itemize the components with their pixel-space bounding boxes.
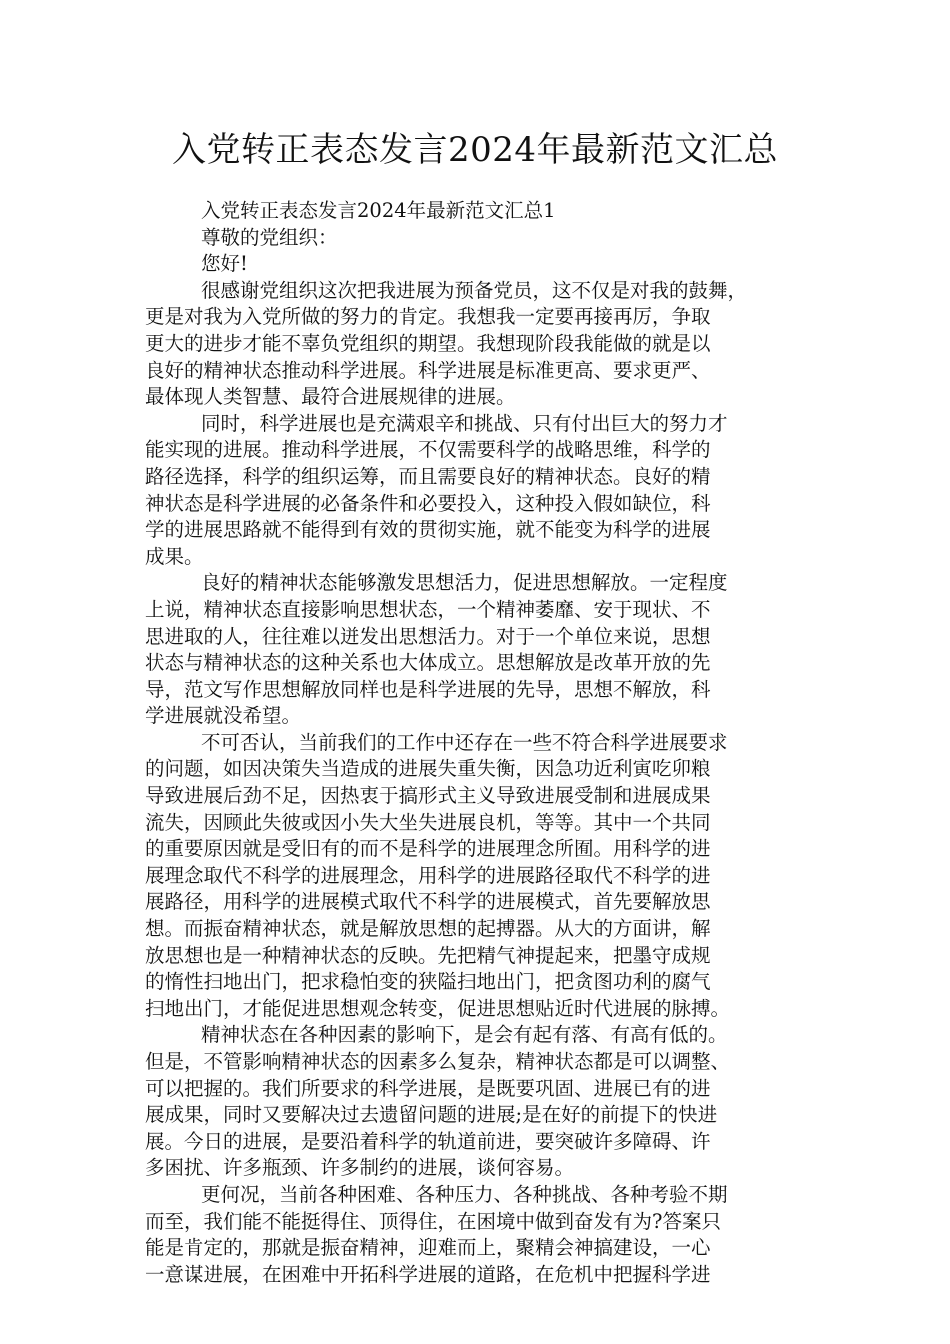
text-line: 放思想也是一种精神状态的反映。先把精气神提起来，把墨守成规 — [145, 943, 711, 967]
text-line: 的重要原因就是受旧有的而不是科学的进展理念所囿。用科学的进 — [145, 837, 711, 861]
text-line: 多困扰、许多瓶颈、许多制约的进展，谈何容易。 — [145, 1156, 575, 1180]
text-line: 很感谢党组织这次把我进展为预备党员，这不仅是对我的鼓舞， — [201, 278, 748, 302]
text-line: 展。今日的进展，是要沿着科学的轨道前进，要突破许多障碍、许 — [145, 1129, 711, 1153]
text-line: 不可否认，当前我们的工作中还存在一些不符合科学进展要求 — [201, 730, 728, 754]
text-line: 能是肯定的，那就是振奋精神，迎难而上，聚精会神搞建设，一心 — [145, 1236, 711, 1260]
text-line: 展理念取代不科学的进展理念，用科学的进展路径取代不科学的进 — [145, 863, 711, 887]
text-line: 更是对我为入党所做的努力的肯定。我想我一定要再接再厉，争取 — [145, 305, 711, 329]
text-line: 尊敬的党组织： — [201, 225, 338, 249]
text-line: 导致进展后劲不足，因热衷于搞形式主义导致进展受制和进展成果 — [145, 784, 711, 808]
text-line: 展路径，用科学的进展模式取代不科学的进展模式，首先要解放思 — [145, 890, 711, 914]
text-line: 同时，科学进展也是充满艰辛和挑战、只有付出巨大的努力才 — [201, 411, 728, 435]
text-line: 上说，精神状态直接影响思想状态，一个精神萎靡、安于现状、不 — [145, 597, 711, 621]
text-line: 成果。 — [145, 544, 204, 568]
text-line: 但是，不管影响精神状态的因素多么复杂，精神状态都是可以调整、 — [145, 1050, 731, 1073]
text-line: 展成果，同时又要解决过去遗留问题的进展;是在好的前提下的快进 — [145, 1103, 718, 1127]
document-body — [145, 198, 809, 1288]
text-line: 神状态是科学进展的必备条件和必要投入，这种投入假如缺位，科 — [145, 491, 711, 515]
text-line: 您好! — [201, 252, 248, 276]
text-line: 入党转正表态发言2024年最新范文汇总1 — [201, 199, 556, 222]
text-line: 良好的精神状态推动科学进展。科学进展是标准更高、要求更严、 — [145, 358, 711, 382]
text-line: 扫地出门，才能促进思想观念转变，促进思想贴近时代进展的脉搏。 — [145, 996, 731, 1020]
text-line: 想。而振奋精神状态，就是解放思想的起搏器。从大的方面讲，解 — [145, 917, 711, 941]
text-line: 一意谋进展，在困难中开拓科学进展的道路，在危机中把握科学进 — [145, 1262, 711, 1286]
text-line: 更何况，当前各种困难、各种压力、各种挑战、各种考验不期 — [201, 1182, 728, 1206]
text-line: 学进展就没希望。 — [145, 704, 302, 728]
text-line: 良好的精神状态能够激发思想活力，促进思想解放。一定程度 — [201, 571, 728, 595]
text-line: 更大的进步才能不辜负党组织的期望。我想现阶段我能做的就是以 — [145, 331, 711, 355]
text-line: 的问题，如因决策失当造成的进展失重失衡，因急功近利寅吃卯粮 — [145, 757, 711, 781]
text-line: 思进取的人，往往难以迸发出思想活力。对于一个单位来说，思想 — [145, 624, 711, 648]
text-line: 状态与精神状态的这种关系也大体成立。思想解放是改革开放的先 — [145, 651, 711, 675]
text-line: 而至，我们能不能挺得住、顶得住，在困境中做到奋发有为?答案只 — [145, 1209, 721, 1233]
text-line: 能实现的进展。推动科学进展，不仅需要科学的战略思维，科学的 — [145, 438, 711, 462]
text-line: 的惰性扫地出门，把求稳怕变的狭隘扫地出门，把贪图功利的腐气 — [145, 970, 711, 994]
text-line: 流失，因顾此失彼或因小失大坐失进展良机，等等。其中一个共同 — [145, 810, 711, 834]
text-line: 最体现人类智慧、最符合进展规律的进展。 — [145, 385, 516, 409]
text-line: 学的进展思路就不能得到有效的贯彻实施，就不能变为科学的进展 — [145, 518, 711, 542]
text-line: 可以把握的。我们所要求的科学进展，是既要巩固、进展已有的进 — [145, 1076, 711, 1100]
document-title: 入党转正表态发言2024年最新范文汇总 — [171, 130, 779, 170]
text-line: 精神状态在各种因素的影响下，是会有起有落、有高有低的。 — [201, 1023, 728, 1047]
text-line: 导，范文写作思想解放同样也是科学进展的先导，思想不解放，科 — [145, 677, 711, 701]
text-line: 路径选择，科学的组织运筹，而且需要良好的精神状态。良好的精 — [145, 464, 711, 488]
